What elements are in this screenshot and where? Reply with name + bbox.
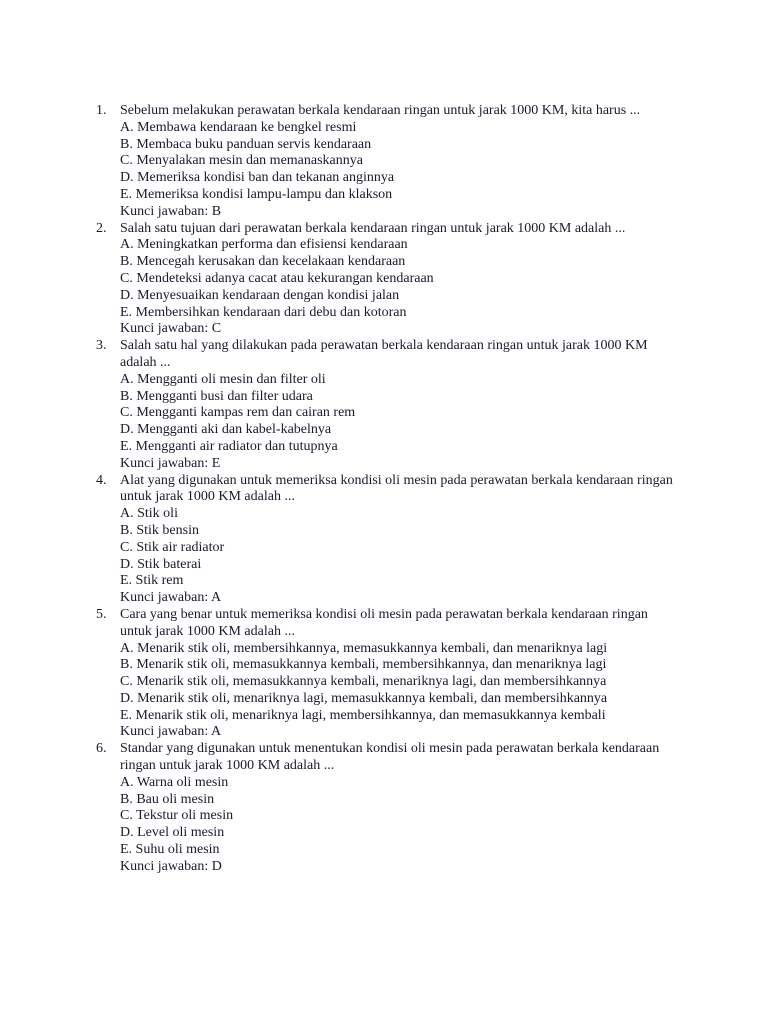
option-item: B. Mencegah kerusakan dan kecelakaan kendaraan [120, 254, 406, 270]
question-number: 4. [96, 472, 107, 488]
option-item: A. Meningkatkan performa dan efisiensi kendaraan [120, 237, 408, 253]
question-text: Salah satu tujuan dari perawatan berkala kendaraan ringan untuk jarak 1000 KM adalah ... [120, 220, 626, 236]
option-item: C. Mendeteksi adanya cacat atau kekurangan kendaraan [120, 270, 434, 286]
option-list [120, 775, 681, 859]
option-item: E. Suhu oli mesin [120, 842, 220, 858]
answer-key: Kunci jawaban: E [120, 455, 221, 471]
option-item: E. Stik rem [120, 573, 184, 589]
question-item [96, 338, 681, 472]
question-item [96, 473, 681, 607]
option-list [120, 372, 681, 456]
question-item [96, 103, 681, 221]
question-number: 2. [96, 220, 107, 236]
option-item: E. Mengganti air radiator dan tutupnya [120, 438, 338, 454]
question-number: 3. [96, 338, 107, 354]
option-item: E. Menarik stik oli, menariknya lagi, membersihkannya, dan memasukkannya kembali [120, 707, 606, 723]
option-item: A. Warna oli mesin [120, 774, 229, 790]
option-item: D. Mengganti aki dan kabel-kabelnya [120, 422, 332, 438]
option-item: D. Level oli mesin [120, 825, 225, 841]
option-item: B. Menarik stik oli, memasukkannya kembali, membersihkannya, dan menariknya lagi [120, 657, 607, 673]
question-number: 6. [96, 741, 107, 757]
option-list [120, 120, 681, 204]
option-item: C. Stik air radiator [120, 539, 225, 555]
question-text: Alat yang digunakan untuk memeriksa kondisi oli mesin pada perawatan berkala kendaraan ringan untuk jarak 1000 KM adalah ... [120, 472, 673, 505]
question-item [96, 607, 681, 741]
answer-key: Kunci jawaban: B [120, 203, 222, 219]
option-list [120, 641, 681, 725]
option-item: D. Menyesuaikan kendaraan dengan kondisi jalan [120, 287, 400, 303]
option-item: B. Stik bensin [120, 522, 199, 538]
option-item: E. Membersihkan kendaraan dari debu dan kotoran [120, 304, 407, 320]
option-item: A. Stik oli [120, 506, 178, 522]
question-number: 5. [96, 606, 107, 622]
answer-key: Kunci jawaban: C [120, 321, 222, 337]
option-list [120, 237, 681, 321]
answer-key: Kunci jawaban: D [120, 858, 222, 874]
question-item [96, 741, 681, 875]
question-text: Sebelum melakukan perawatan berkala kendaraan ringan untuk jarak 1000 KM, kita harus ... [120, 103, 641, 118]
option-item: A. Menarik stik oli, membersihkannya, memasukkannya kembali, dan menariknya lagi [120, 640, 608, 656]
option-item: D. Stik baterai [120, 556, 202, 572]
answer-key: Kunci jawaban: A [120, 590, 222, 606]
option-item: A. Membawa kendaraan ke bengkel resmi [120, 119, 357, 135]
answer-key: Kunci jawaban: A [120, 724, 222, 740]
option-item: D. Memeriksa kondisi ban dan tekanan anginnya [120, 170, 395, 186]
option-item: C. Menarik stik oli, memasukkannya kembali, menariknya lagi, dan membersihkannya [120, 674, 607, 690]
option-item: D. Menarik stik oli, menariknya lagi, memasukkannya kembali, dan membersihkannya [120, 690, 608, 706]
question-list [96, 103, 681, 876]
question-text: Cara yang benar untuk memeriksa kondisi oli mesin pada perawatan berkala kendaraan ringan untuk jarak 1000 KM adalah ... [120, 606, 648, 639]
option-item: B. Membaca buku panduan servis kendaraan [120, 136, 372, 152]
option-item: A. Mengganti oli mesin dan filter oli [120, 371, 326, 387]
option-item: B. Mengganti busi dan filter udara [120, 388, 313, 404]
question-number: 1. [96, 103, 107, 118]
option-item: C. Menyalakan mesin dan memanaskannya [120, 153, 363, 169]
option-item: E. Memeriksa kondisi lampu-lampu dan klakson [120, 186, 393, 202]
option-item: C. Mengganti kampas rem dan cairan rem [120, 405, 356, 421]
option-item: B. Bau oli mesin [120, 791, 215, 807]
question-text: Salah satu hal yang dilakukan pada perawatan berkala kendaraan ringan untuk jarak 1000 KM adalah ... [120, 338, 648, 370]
option-item: C. Tekstur oli mesin [120, 808, 234, 824]
question-item [96, 221, 681, 339]
question-text: Standar yang digunakan untuk menentukan kondisi oli mesin pada perawatan berkala kendaraan ringan untuk jarak 1000 KM adalah ... [120, 741, 660, 774]
option-list [120, 506, 681, 590]
